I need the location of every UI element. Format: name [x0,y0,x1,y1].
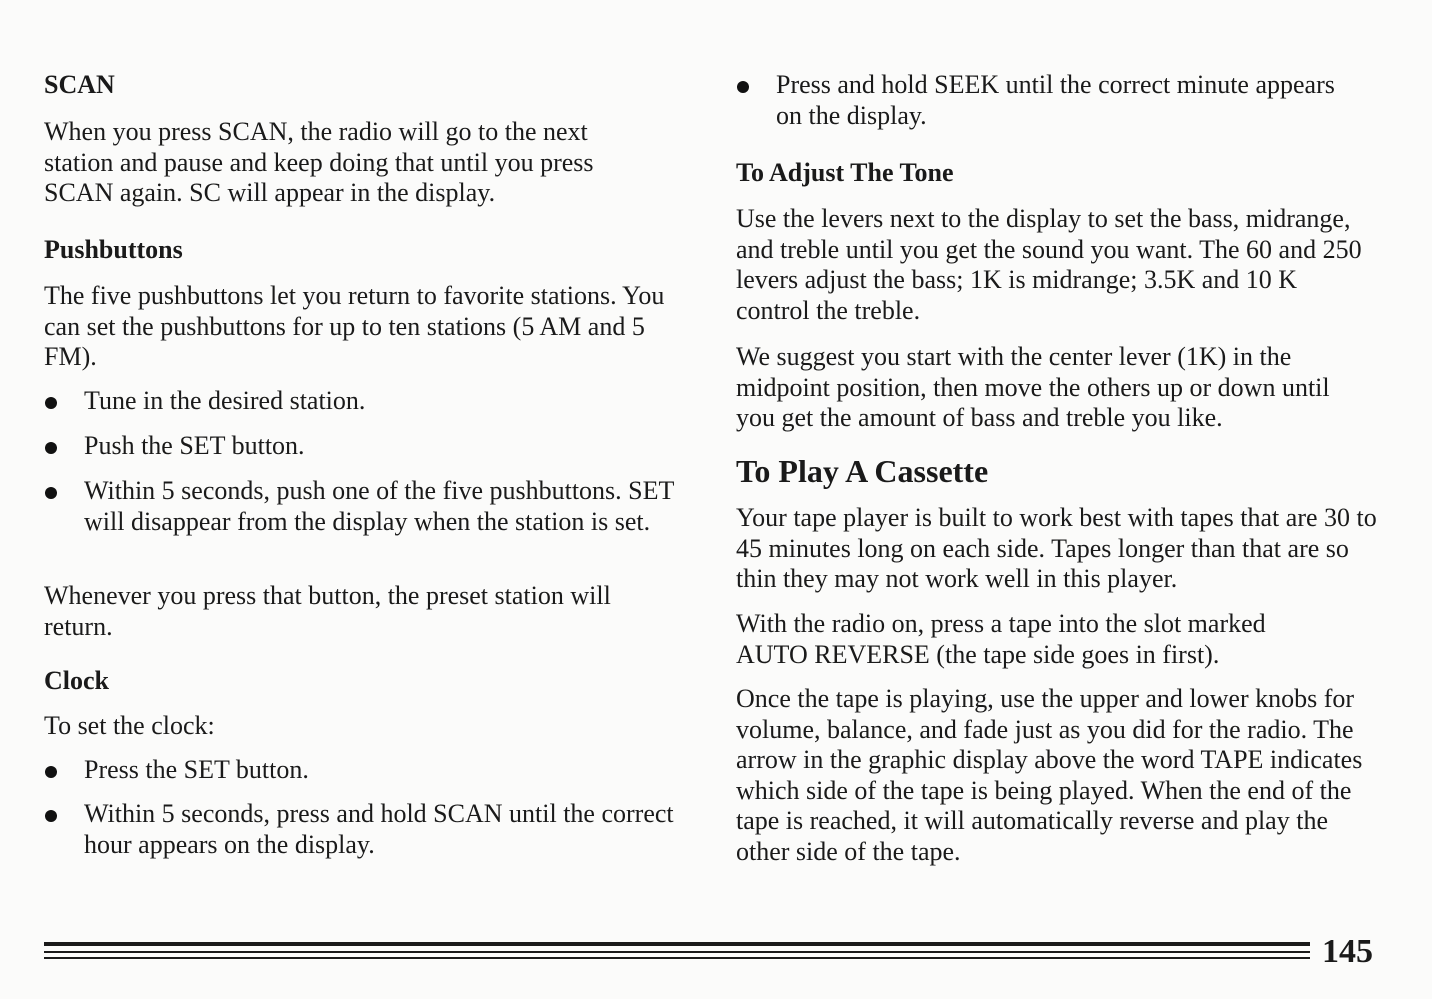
preset-paragraph: Whenever you press that button, the preset station will return. [44,581,611,641]
tone-paragraph-1: Use the levers next to the display to set the bass, midrange, and treble until you get the sound you want. The 60 and 250 levers adjust the bass; 1K is midrange; 3.5K and 10 K control the treble. [736,204,1362,325]
cassette-paragraph-1: Your tape player is built to work best with tapes that are 30 to 45 minutes long on each side. Tapes longer than that are so thin they may not work well in this player. [736,503,1377,593]
tone-heading: To Adjust The Tone [736,158,954,187]
clock-bullet-1: Press the SET button. [44,755,734,786]
footer-rule-line-3 [44,957,1310,959]
seek-bullet: Press and hold SEEK until the correct minute appears on the display. [736,70,1366,131]
pushbuttons-bullet-2: Push the SET button. [44,431,734,462]
pushbuttons-heading: Pushbuttons [44,235,183,264]
clock-bullet-2: Within 5 seconds, press and hold SCAN until the correct hour appears on the display. [44,799,694,860]
pushbuttons-paragraph: The five pushbuttons let you return to favorite stations. You can set the pushbuttons for up to ten stations (5 AM and 5 FM). [44,281,665,371]
tone-paragraph-2: We suggest you start with the center lever (1K) in the midpoint position, then move the others up or down until you get the amount of bass and treble you like. [736,342,1330,432]
clock-heading: Clock [44,666,109,695]
page-number: 145 [1322,933,1373,970]
footer-rule [44,938,1310,968]
clock-intro: To set the clock: [44,711,215,740]
footer-rule-line-2 [44,951,1310,953]
cassette-paragraph-3: Once the tape is playing, use the upper and lower knobs for volume, balance, and fade just as you did for the radio. The arrow in the graphic display above the word TAPE indicates which side of the tape is being played. When the end of the tape is reached, it will automatically reverse and play the other side of the tape. [736,684,1363,866]
pushbuttons-bullet-3: Within 5 seconds, push one of the five pushbuttons. SET will disappear from the display when the station is set. [44,476,694,537]
scan-paragraph: When you press SCAN, the radio will go to the next station and pause and keep doing that until you press SCAN again. SC will appear in the display. [44,117,594,207]
cassette-paragraph-2: With the radio on, press a tape into the slot marked AUTO REVERSE (the tape side goes in first). [736,609,1266,669]
cassette-heading: To Play A Cassette [736,453,989,489]
footer-rule-line-1 [44,942,1310,946]
scan-heading: SCAN [44,70,115,99]
pushbuttons-bullet-1: Tune in the desired station. [44,386,734,417]
